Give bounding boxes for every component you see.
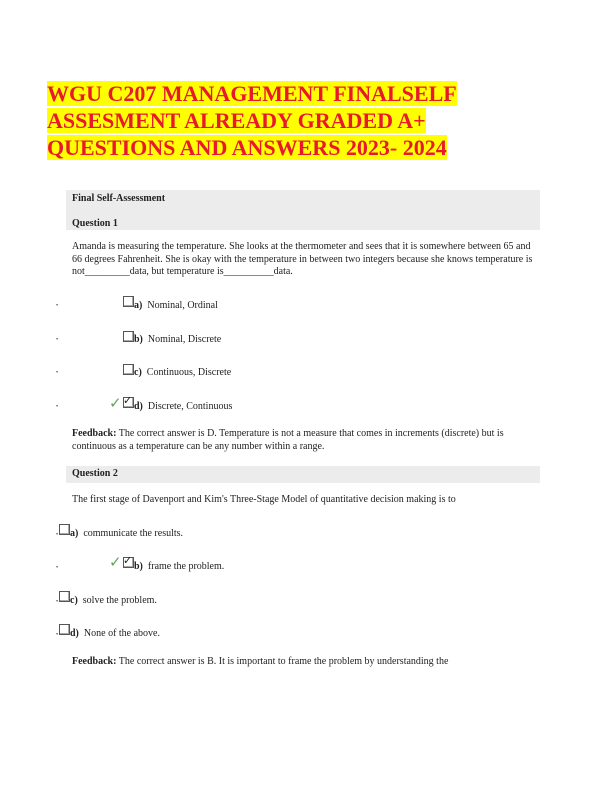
bullet-icon: • [56, 337, 59, 343]
option-label: d) None of the above. [70, 628, 160, 639]
question-2-bar [66, 466, 540, 483]
question-2-feedback: Feedback: The correct answer is B. It is important to frame the problem by understanding the [72, 656, 449, 667]
checked-checkbox-icon[interactable] [123, 394, 134, 408]
option-label: d) Discrete, Continuous [134, 401, 233, 412]
bullet-icon: • [56, 632, 59, 638]
correct-check-icon: ✓ [109, 553, 122, 571]
option-label: a) communicate the results. [70, 528, 184, 539]
title-line-3: QUESTIONS AND ANSWERS 2023- 2024 [47, 135, 447, 160]
option-label: a) Nominal, Ordinal [134, 300, 218, 311]
question-1-label: Question 1 [72, 218, 118, 229]
bullet-icon: • [56, 303, 59, 309]
question-2-text: The first stage of Davenport and Kim's Three-Stage Model of quantitative decision making is to [72, 494, 456, 505]
checkbox-icon[interactable] [123, 364, 134, 375]
bullet-icon: • [56, 370, 59, 376]
checkbox-icon[interactable] [59, 524, 70, 535]
question-1-text: Amanda is measuring the temperature. She looks at the thermometer and sees that it is somewhere between 65 and 66 degrees Fahrenheit. She is okay with the temperature in between two integers because she knows temperature is not_________data, but temperature is__________data. [72, 241, 533, 277]
checked-checkbox-icon[interactable] [123, 554, 134, 568]
title-line-1: WGU C207 MANAGEMENT FINALSELF [47, 81, 457, 106]
title-line-2: ASSESMENT ALREADY GRADED A+ [47, 108, 426, 133]
question-1-feedback: Feedback: The correct answer is D. Temperature is not a measure that comes in increments (discrete) but is continuous as a temperature can be any number within a range. [72, 428, 504, 452]
checkbox-icon[interactable] [123, 296, 134, 307]
bullet-icon: • [56, 599, 59, 605]
document-title [47, 80, 517, 161]
option-label: c) solve the problem. [70, 595, 157, 606]
option-label: b) Nominal, Discrete [134, 334, 222, 345]
checkbox-icon[interactable] [59, 624, 70, 635]
option-label: b) frame the problem. [134, 561, 225, 572]
tick-icon: ✓ [123, 554, 133, 567]
checkbox-icon[interactable] [59, 591, 70, 602]
section-heading: Final Self-Assessment [72, 193, 166, 204]
checkbox-icon[interactable] [123, 331, 134, 342]
bullet-icon: • [56, 532, 59, 538]
option-label: c) Continuous, Discrete [134, 367, 232, 378]
question-2-label: Question 2 [72, 468, 118, 479]
bullet-icon: • [56, 565, 59, 571]
tick-icon: ✓ [123, 394, 133, 407]
bullet-icon: • [56, 404, 59, 410]
correct-check-icon: ✓ [109, 394, 122, 412]
